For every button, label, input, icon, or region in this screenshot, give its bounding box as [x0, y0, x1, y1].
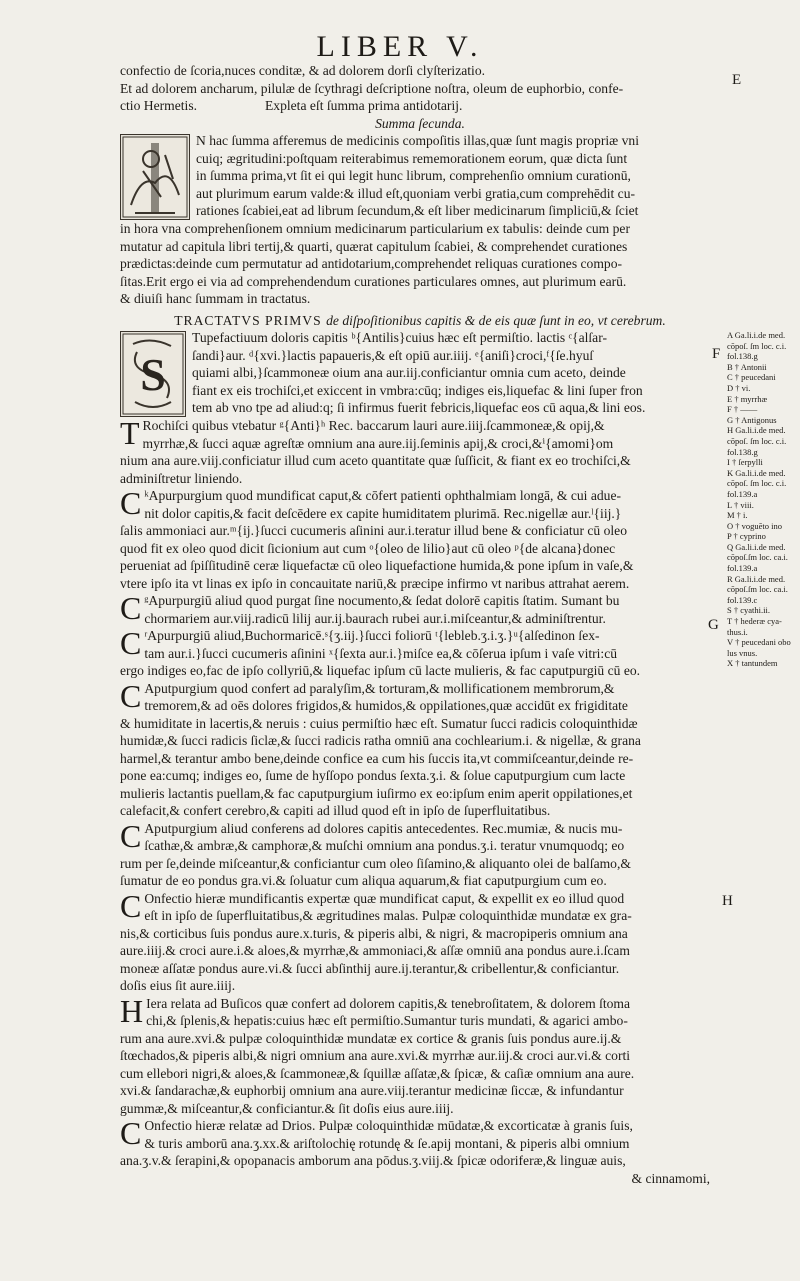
text-line: Onfectio hieræ mundificantis expertæ quæ mundificat caput, & expellit ex eo illud quod	[144, 890, 625, 906]
margin-note: I † ſerpylli	[727, 457, 763, 468]
margin-note: lus vnus.	[727, 647, 758, 658]
margin-note: H Ga.li.i.de med.	[727, 425, 786, 436]
margin-notes	[727, 330, 795, 669]
margin-note: F † ——	[727, 404, 758, 415]
initial-letter: C	[120, 1117, 142, 1151]
tractatus-heading	[120, 312, 720, 330]
margin-note: fol.139.a	[727, 488, 758, 499]
text-line: ſumatur de eo pondus gra.vi.& ſoluatur cum aliqua aquarum,& fiat caputpurgium cum eo.	[120, 873, 607, 888]
text-line: Iera relata ad Buſicos quæ confert ad dolorem capitis,& tenebroſitatem, & dolorem ſtoma	[146, 995, 631, 1011]
text-line: perueniat ad ſpiſſitudinē ceræ liquefactæ cū oleo liquefactione humida,& pone ipſum in vaſe,&	[120, 558, 634, 573]
initial-letter: C	[120, 627, 142, 661]
recipe-paragraph	[120, 890, 720, 995]
margin-note: L † viii.	[727, 499, 754, 510]
margin-note: C † peucedani	[727, 372, 776, 383]
text-line: myrrhæ,& ſucci aquæ agreſtæ omnium ana aure.iij.ſeminis apij,& croci,&ⁱ{amomi}om	[142, 435, 614, 451]
text-line: in ſumma prima,vt ſit ei qui legit hunc librum, comprehenſio omnium curationū,	[196, 168, 631, 183]
text-line: quiami albi,}ſcammoneæ oium ana aur.iij.conficiantur omnia cum aceto, deinde	[192, 365, 626, 380]
side-letter-e: E	[732, 72, 742, 88]
text-line: & diuiſi hanc ſummam in tractatus.	[120, 291, 311, 306]
margin-note: cōpoſ. ſm loc. c.i.	[727, 435, 787, 446]
initial-letter: T	[120, 417, 140, 451]
margin-note: Q Ga.li.i.de med.	[727, 541, 786, 552]
intro-line: ctio Hermetis. Expleta eſt ſumma prima antidotarij.	[120, 98, 463, 113]
text-line: Onfectio hieræ relatæ ad Drios. Pulpæ coloquinthidæ mūdatæ,& excorticatæ à granis ſuis,	[144, 1118, 633, 1133]
recipe-paragraphs	[120, 417, 720, 1170]
text-line: mulieris lactantis puellam,& fac caputpurgium iuſirmo ex eo:ipſum enim aperit oppilationes,et	[120, 785, 633, 801]
running-head: LIBER V.	[316, 30, 484, 63]
text-line: fiant ex eis trochiſci,et exiccent in vmbra:cūq; indiges eis,liquefac & lini ſuper fron	[192, 382, 643, 398]
first-recipe-paragraph	[120, 329, 720, 417]
initial-letter: C	[120, 592, 142, 626]
text-line: pone ea:cumq; indiges eo, ſume de hyſſopo pondus ſexta.ʒ.i. & ſolue caputpurgium cum lacte	[120, 768, 626, 783]
side-letter-g: G	[708, 617, 719, 633]
text-line: in hora vna comprehenſionem omnium medicinarum particularium ex tabulis: deinde cum per	[120, 221, 630, 236]
margin-note: cōpoſ.ſm loc. ca.i.	[727, 552, 788, 563]
margin-note: X † tantundem	[727, 658, 778, 669]
recipe-paragraph	[120, 995, 720, 1118]
margin-note: fol.138.g	[727, 446, 758, 457]
text-line: Tupefactiuum doloris capitis ᵇ{Antilis}cuius hæc eſt permiſtio. lactis ᶜ{alſar-	[192, 330, 607, 345]
text-line: rum ana aure.xvi.& pulpæ coloquinthidæ mundatæ ex cortice & granis ſuis pondus aure.ij.&	[120, 1030, 622, 1046]
text-line: Aputpurgium quod confert ad paralyſim,& torturam,& mollificationem membrorum,&	[144, 680, 615, 696]
text-line: ᵍApurpurgiū aliud quod purgat ſine nocumento,& ſedat dolorē capitis ſtatim. Sumant bu	[144, 593, 620, 608]
margin-note: V † peucedani obo	[727, 637, 791, 648]
recipe-paragraph	[120, 487, 720, 592]
text-line: xvi.& ſandarachæ,& euphorbij omnium ana aure.viij.terantur medicinæ ſiccæ, & infundantur	[120, 1083, 624, 1098]
margin-note: thus.i.	[727, 626, 748, 637]
margin-note: P † cyprino	[727, 531, 766, 542]
margin-note: fol.139.c	[727, 594, 758, 605]
text-line: cum ellebori nigri,& aloes,& ſcammoneæ,& ſquillæ aſſatæ,& ſpicæ, & caſiæ omnium ana aure.	[120, 1065, 635, 1081]
text-line: & humiditate in lacertis,& neruis : cuius permiſtio hæc eſt. Sumatur ſucci radicis coloquinthidæ	[120, 715, 638, 731]
text-line: Aputpurgium aliud conferens ad dolores capitis antecedentes. Rec.mumiæ, & nucis mu-	[144, 820, 623, 836]
margin-note: D † vi.	[727, 382, 751, 393]
tractatus-subtitle: de diſpoſitionibus capitis & de eis quæ ſunt in eo, vt cerebrum.	[326, 312, 666, 328]
text-line: gummæ,& miſceantur,& conficiantur.& ſit doſis eius aure.iiij.	[120, 1100, 454, 1116]
text-line: aut plurimum earum valde:& illud eſt,quoniam verbi gratia,cum comprehēdit cu-	[196, 185, 636, 201]
initial-letter: C	[120, 819, 142, 854]
text-line: ʳApurpurgiū aliud,Buchormaricē.ˢ{ʒ.iij.}ſucci foliorū ᵗ{lebleb.ʒ.i.ʒ.}ᵘ{alſedinon ſex-	[144, 628, 600, 643]
text-line: chormariem aur.viij.radicū lilij aur.ij.baurach rubei aur.i.miſceantur,& adminiſtrentur.	[144, 610, 606, 626]
text-line: cuiq; ægritudini:poſtquam reiterabimus rememorationem eorum, quæ dicta ſunt	[196, 150, 628, 166]
text-line: nit dolor capitis,& facit deſcēdere ex capite humiditatem plurimā. Rec.nigellæ aur.ˡ{iij.}	[144, 505, 622, 521]
text-line: ſalis ammoniaci aur.ᵐ{ij.}ſucci cucumeris aſinini aur.i.teratur illud bene & conficiatur cū oleo	[120, 523, 628, 538]
text-line: moneæ aſſatæ pondus aure.vi.& ſucci abſinthij aure.ij.terantur,& cribellentur,& conficiantur.	[120, 960, 620, 976]
text-line: ſandi}aur. ᵈ{xvi.}lactis papaueris,& eſt opiū aur.iiij. ᵉ{aniſi}croci,ᶠ{ſe.hyuſ	[192, 347, 594, 363]
tractatus-label: TRACTATVS PRIMVS	[174, 312, 322, 328]
margin-note: A Ga.li.i.de med.	[727, 330, 786, 340]
text-line: vtere ipſo ita vt linas ex ipſo in concauitate nariū,& præcipe infirmo vt naribus attrahat aerem.	[120, 575, 630, 591]
margin-note: O † voguēto ino	[727, 520, 783, 531]
text-line: tremorem,& ad oēs dolores frigidos,& humidos,& oppilationes,quæ accidūt ex frigiditate	[144, 698, 628, 713]
margin-note: R Ga.li.i.de med.	[727, 573, 786, 584]
recipe-paragraph	[120, 592, 720, 627]
text-line: quod fit ex oleo quod dicit ſicionium aut cum ᵒ{oleo de lilio}aut cū oleo ᵖ{de alcana}donec	[120, 540, 616, 556]
recipe-paragraph	[120, 627, 720, 680]
side-letter-f: F	[712, 346, 721, 362]
initial-letter: C	[120, 679, 142, 714]
intro-line: confectio de ſcoria,nuces conditæ, & ad dolorem dorſi clyſterizatio.	[120, 63, 486, 78]
margin-note: B † Antonii	[727, 361, 767, 372]
initial-letter: H	[120, 994, 144, 1029]
margin-note: cōpoſ. ſm loc. c.i.	[727, 478, 787, 489]
ornamental-letter-s-icon	[121, 332, 185, 416]
margin-note: K Ga.li.i.de med.	[727, 467, 786, 478]
text-line: ſcathæ,& ambræ,& camphoræ,& muſchi omnium ana pondus.ʒ.i. teratur vnumquodq; eo	[144, 838, 625, 853]
intro-line: Et ad dolorem ancharum, pilulæ de ſcythragi deſcriptione noſtra, oleum de euphorbio, confe-	[120, 80, 624, 96]
margin-note: cōpoſ. ſm loc. c.i.	[727, 340, 787, 351]
decorated-initial-s	[120, 331, 186, 417]
text-line: ergo indiges eo,fac de ipſo collyriū,& liquefac ipſum cū lacte mulieris, & fac caputpurgiū cū eo.	[120, 663, 641, 678]
initial-letter: C	[120, 487, 142, 521]
text-line: harmel,& terantur ambo bene,deinde confice ea cum his ſuccis ita,vt commiſceantur,deinde re-	[120, 750, 634, 766]
recipe-paragraph	[120, 417, 720, 487]
text-line: adminiſtretur liniendo.	[120, 470, 243, 486]
recipe-paragraph	[120, 820, 720, 890]
text-line: N hac ſumma afferemus de medicinis compoſitis illas,quæ ſunt magis propriæ vni	[196, 133, 639, 148]
text-line: Rochiſci quibus vtebatur ᵍ{Anti}ʰ Rec. baccarum lauri aure.iiij.ſcammoneæ,& opij,&	[142, 418, 605, 433]
margin-note: fol.139.a	[727, 563, 758, 574]
text-line: chi,& ſplenis,& hepatis:cuius hæc eſt permiſtio.Sumantur turis mundati, & agarici ambo-	[146, 1013, 628, 1028]
margin-note: cōpoſ.ſm loc. ca.i.	[727, 584, 788, 595]
text-line: prædictas:deinde cum permutatur ad antidotarium,comprehendet reliquas curationes compo-	[120, 256, 623, 271]
text-line: & turis amborū ana.ʒ.xx.& ariſtolochię rotundę & ſe.apij montani, & piperis albi omnium	[144, 1135, 630, 1151]
text-line: eſt in ipſo de ſuperfluitatibus,& ægritudines malas. Pulpæ coloquinthidæ mundatæ ex gra-	[144, 908, 632, 923]
margin-note: E † myrrhæ	[727, 393, 768, 404]
summa-title: Summa ſecunda.	[375, 115, 465, 131]
recipe-paragraph	[120, 1117, 720, 1170]
margin-note: M † i.	[727, 510, 748, 521]
decorated-initial-i	[120, 134, 190, 220]
margin-note: fol.138.g	[727, 351, 758, 362]
text-line: humidæ,& ſucci radicis ſiclæ,& ſucci radicis ratha omniū ana cochlearium.i. & nigellæ, & grana	[120, 733, 641, 748]
side-letter-h: H	[722, 893, 733, 909]
text-line: ᵏApurpurgium quod mundificat caput,& cōfert patienti ophthalmiam longā, & cui adue-	[144, 488, 622, 503]
woodcut-figure-icon	[121, 135, 189, 219]
text-line: mutatur ad capitula libri tertij,& quarti, quærat capitulum ſcabiei, & comprehendet curationes	[120, 238, 628, 254]
svg-text:S: S	[140, 349, 166, 400]
text-line: ſitas.Erit ergo ei via ad comprehendendum curationes particulares omnes, aut plurimum earū.	[120, 273, 627, 289]
text-line: tem ab vno tpe ad aliud:q; ſi infirmus fuerit febricis,liquefac eos cū aqua,& lini eos.	[192, 400, 646, 415]
text-line: nium ana aure.viij.conficiatur illud cum aceto quantitate quæ ſuſſicit, & fiant ex eo trochiſci,&	[120, 453, 631, 468]
summa-secunda-paragraph	[120, 132, 720, 220]
text-line: calefacit,& confert cerebro,& capiti ad illud quod eſt in ipſo de ſuperfluitatibus.	[120, 803, 551, 818]
text-line: tam aur.i.}ſucci cucumeris aſinini ˣ{ſexta aur.i.}miſce ea,& cōſerua ipſum i vaſe vitri:cū	[144, 645, 618, 661]
text-line: rationes ſcabiei,eat ad librum ſecundum,& eſt liber medicinarum ſimpliciū,& ſciet	[196, 203, 639, 218]
initial-letter: C	[120, 889, 142, 924]
text-line: ſtœchados,& piperis albi,& nigri omnium ana aure.xvi.& myrrhæ aur.iij.& croci aur.vi.& corti	[120, 1048, 631, 1063]
margin-note: T † hederæ cya-	[727, 616, 782, 627]
text-line: rum per ſe,deinde miſceantur,& conficiantur cum oleo ſiſamino,& aliquanto olei de balſamo,&	[120, 855, 631, 871]
text-line: aure.iiij.& croci aure.i.& aloes,& myrrhæ,& ammoniaci,& aſſæ omniū ana pondus aure.i.ſcam	[120, 943, 631, 958]
margin-note: G † Antigonus	[727, 414, 777, 425]
main-text	[120, 62, 720, 1187]
catchword: & cinnamomi,	[631, 1170, 710, 1186]
margin-note: S † cyathi.ii.	[727, 605, 770, 616]
text-line: ana.ʒ.v.& ſerapini,& opopanacis amborum ana pōdus.ʒ.viij.& ſpicæ odoriferæ,& linguæ auis,	[120, 1153, 626, 1168]
recipe-paragraph	[120, 680, 720, 820]
text-line: doſis eius ſit aure.iiij.	[120, 978, 236, 993]
text-line: nis,& corticibus ſuis pondus aure.x.turis, & piperis albi, & nigri, & macropiperis omnium ana	[120, 925, 628, 941]
